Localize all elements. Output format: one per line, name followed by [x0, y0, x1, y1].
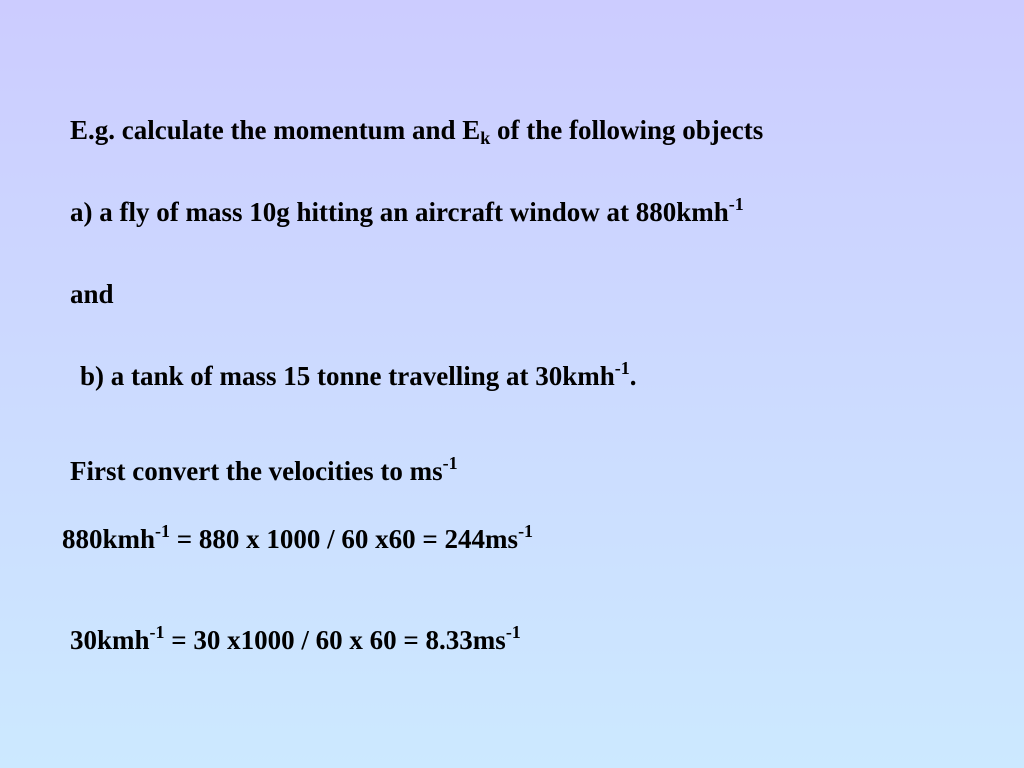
- conversion-30-superscript-a: -1: [149, 622, 165, 642]
- convert-instruction: [70, 453, 458, 486]
- conversion-30-superscript-b: -1: [505, 622, 521, 642]
- part-b-text-end: .: [629, 361, 637, 391]
- conversion-30-equation: = 30 x1000 / 60 x 60 = 8.33ms: [164, 625, 506, 655]
- part-b-text-body: b) a tank of mass 15 tonne travelling at 30kmh: [80, 361, 615, 391]
- and-text: [70, 279, 114, 309]
- convert-instruction-superscript: -1: [442, 453, 458, 473]
- conversion-30: [70, 622, 521, 655]
- conversion-880: [62, 521, 534, 554]
- part-a-superscript: -1: [728, 194, 744, 214]
- question-intro-text: E.g. calculate the momentum and E: [70, 115, 481, 145]
- conversion-880-superscript-b: -1: [518, 521, 534, 541]
- part-b-text: [80, 358, 637, 391]
- part-a-text-body: a) a fly of mass 10g hitting an aircraft window at 880kmh: [70, 197, 729, 227]
- conversion-880-unit: 880kmh: [62, 524, 156, 554]
- question-intro-text-end: of the following objects: [490, 115, 764, 145]
- part-a-text: [70, 194, 744, 227]
- convert-instruction-text: First convert the velocities to ms: [70, 456, 443, 486]
- and-text-body: and: [70, 279, 114, 309]
- conversion-880-equation: = 880 x 1000 / 60 x60 = 244ms: [170, 524, 519, 554]
- conversion-880-superscript-a: -1: [155, 521, 171, 541]
- part-b-superscript: -1: [614, 358, 630, 378]
- conversion-30-unit: 30kmh: [70, 625, 150, 655]
- kinetic-energy-subscript: k: [480, 128, 491, 148]
- question-intro: [70, 115, 764, 148]
